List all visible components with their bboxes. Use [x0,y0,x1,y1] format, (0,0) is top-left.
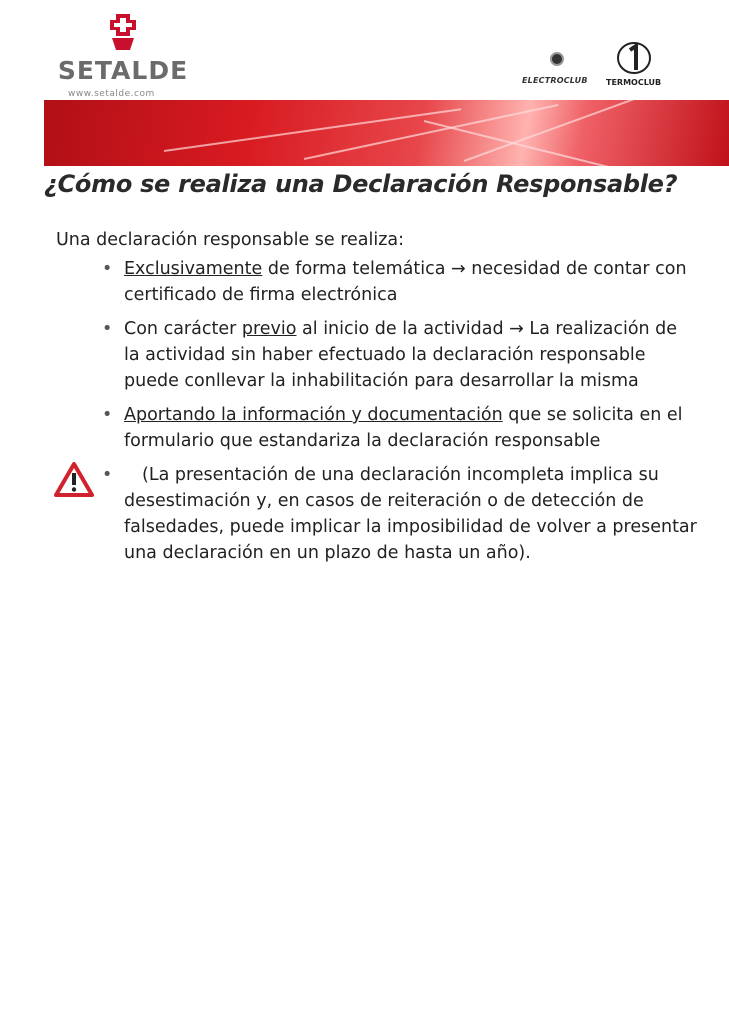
item-line [124,402,729,428]
item-line [124,316,729,342]
item-text: que se solicita en el [502,405,683,425]
list-item [54,462,729,566]
item-line: puede conllevar la inhabilitación para desarrollar la misma [124,371,639,391]
termoclub-logo [604,40,668,92]
content [54,230,729,574]
electroclub-name: ELECTROCLUB [522,76,588,85]
header-banner [44,100,729,166]
item-text: Con carácter [124,319,242,339]
electroclub-emblem-icon [550,52,564,66]
underlined-text: previo [241,319,297,339]
bullet-dot: • [102,319,113,339]
page-title: ¿Cómo se realiza una Declaración Responsable? [44,170,678,198]
list-item [54,402,729,454]
item-line: certificado de firma electrónica [124,285,398,305]
bullet-dot: • [102,405,113,425]
item-line [124,256,729,282]
brand-name: SETALDE [57,56,189,85]
setalde-emblem-icon [106,14,140,52]
item-line: falsedades, puede implicar la imposibilidad de volver a presentar [124,517,697,537]
list-item [54,316,729,394]
item-line: la actividad sin haber efectuado la declaración responsable [124,345,646,365]
termoclub-emblem-icon [614,40,654,78]
item-text: al inicio de la actividad → La realización de [296,319,678,339]
item-line: una declaración en un plazo de hasta un año). [124,543,531,563]
item-line: (La presentación de una declaración incompleta implica su [142,465,659,485]
item-line: desestimación y, en casos de reiteración o de detección de [124,491,644,511]
warning-triangle-icon [54,462,94,498]
item-line: formulario que estandariza la declaración responsable [124,431,601,451]
setalde-logo [48,14,198,99]
intro-text: Una declaración responsable se realiza: [56,230,405,250]
list-item [54,256,729,308]
bullet-dot: • [102,465,113,485]
bullet-dot: • [102,259,113,279]
item-text: de forma telemática → necesidad de contar con [262,259,687,279]
underlined-text: Aportando la información y documentación [124,405,503,425]
underlined-text: Exclusivamente [124,259,263,279]
brand-url: www.setalde.com [68,89,155,99]
bullet-list [54,256,729,566]
termoclub-name: TERMOCLUB [606,78,662,87]
electroclub-logo [520,52,598,92]
